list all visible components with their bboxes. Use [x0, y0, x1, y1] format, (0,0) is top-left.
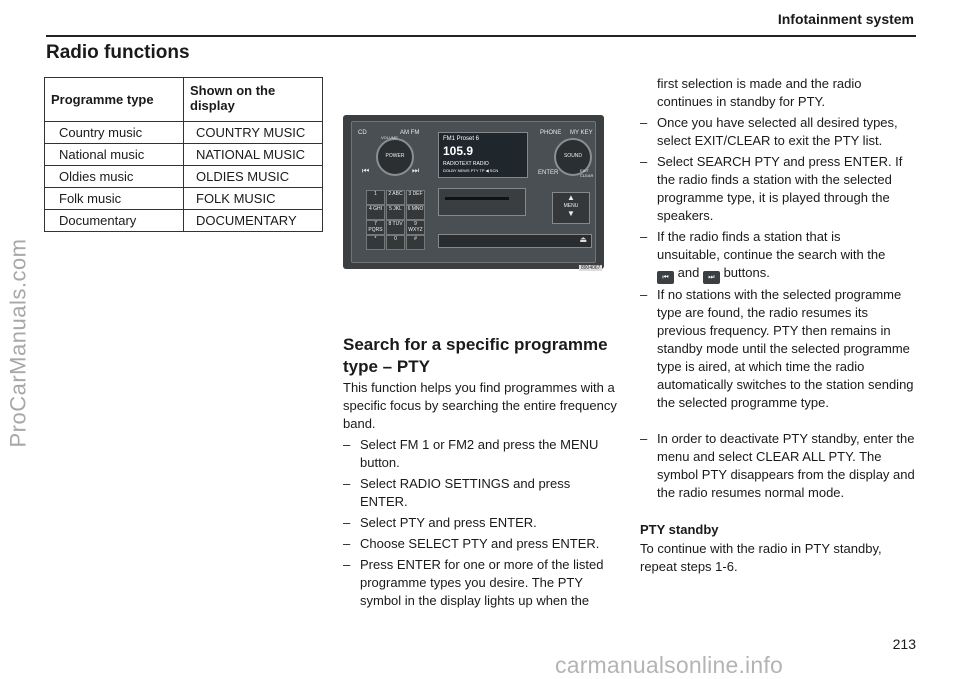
table-header-row	[45, 78, 323, 122]
seek-back-icon: ⏮	[362, 166, 370, 175]
table-cell: National music	[45, 144, 184, 166]
display-radiotext: RADIOTEXT RADIO	[443, 161, 489, 167]
step-text: Select RADIO SETTINGS and press ENTER.	[360, 476, 571, 509]
dash-marker: –	[343, 515, 351, 530]
step-text: Choose SELECT PTY and press ENTER.	[360, 536, 600, 551]
menu-label: MENU	[563, 203, 579, 209]
dash-marker: –	[640, 115, 648, 130]
enter-label: ENTER	[538, 170, 559, 176]
volume-knob	[376, 138, 414, 176]
dash-marker: –	[640, 431, 648, 446]
table-cell: COUNTRY MUSIC	[184, 122, 323, 144]
step-text-part: buttons.	[723, 265, 770, 280]
table-header-programme-type: Programme type	[45, 78, 184, 122]
dash-marker: –	[640, 154, 648, 169]
list-item	[640, 430, 915, 502]
table-cell: Oldies music	[45, 166, 184, 188]
down-arrow-icon: ▼	[567, 209, 575, 218]
dash-marker: –	[343, 536, 351, 551]
key-0: 0	[386, 235, 405, 250]
list-item	[343, 556, 621, 610]
section-title: Infotainment system	[777, 11, 914, 27]
section-heading-pty: Search for a specific programme type – PTY	[343, 335, 608, 376]
step-text	[640, 228, 905, 284]
volume-label: VOLUME	[381, 135, 398, 140]
list-item	[640, 228, 905, 284]
radio-panel-image	[343, 115, 604, 269]
table-cell: FOLK MUSIC	[184, 188, 323, 210]
table-row	[45, 210, 323, 232]
programme-type-table	[44, 77, 323, 232]
page-title: Radio functions	[46, 42, 190, 63]
table-cell: Country music	[45, 122, 184, 144]
up-arrow-icon: ▲	[567, 193, 575, 202]
step-text: In order to deactivate PTY standby, enter the menu and select CLEAR ALL PTY. The symbol PTY disappears from the display and the radio resumes normal mode.	[657, 431, 915, 500]
preset-keypad	[366, 190, 428, 250]
key-3: 3 DEF	[406, 190, 425, 205]
cd-slot-opening	[445, 197, 509, 200]
continued-paragraph: first selection is made and the radio continues in standby for PTY.	[657, 76, 862, 109]
dash-marker: –	[343, 437, 351, 452]
page-number: 213	[892, 636, 916, 652]
dash-marker: –	[343, 557, 351, 572]
table-row	[45, 122, 323, 144]
table-row	[45, 188, 323, 210]
step-text-and: and	[677, 265, 700, 280]
exit-label: EXIT	[580, 168, 589, 173]
dash-marker: –	[343, 476, 351, 491]
eject-slot	[438, 234, 592, 248]
table-cell: DOCUMENTARY	[184, 210, 323, 232]
step-text: Once you have selected all desired types, select EXIT/CLEAR to exit the PTY list.	[657, 115, 898, 148]
my-key-label: MY KEY	[570, 130, 593, 136]
dash-marker: –	[640, 229, 648, 244]
pty-standby-heading: PTY standby	[640, 522, 719, 537]
side-watermark: ProCarManuals.com	[5, 238, 31, 448]
list-item	[640, 153, 915, 225]
key-7: 7 PQRS	[366, 220, 385, 235]
list-item	[343, 535, 621, 553]
seek-forward-icon: ⏭	[412, 166, 420, 175]
step-text: Select PTY and press ENTER.	[360, 515, 537, 530]
table-cell: OLDIES MUSIC	[184, 166, 323, 188]
key-2: 2 ABC	[386, 190, 405, 205]
step-text: Press ENTER for one or more of the listed programme types you desire. The PTY symbol in the display lights up when the	[360, 557, 604, 608]
list-item	[343, 436, 618, 472]
seek-forward-button-icon: ⏭	[703, 271, 720, 284]
intro-paragraph: This function helps you find programmes with a specific focus by searching the entire frequency band.	[343, 380, 617, 431]
table-header-shown-on-display: Shown on the display	[184, 78, 323, 122]
key-star: *	[366, 235, 385, 250]
seek-back-button-icon: ⏮	[657, 271, 674, 284]
phone-label: PHONE	[540, 130, 562, 136]
bottom-watermark: carmanualsonline.info	[555, 652, 783, 678]
cd-slot	[438, 188, 526, 216]
radio-display	[438, 132, 528, 178]
display-frequency: 105.9	[443, 144, 474, 158]
step-text: If no stations with the selected programme type are found, the radio resumes its previous frequency. PTY then remains in standby mode until the selected programme type is aired, at which time the radio automatically switches to the station sending the selected programme type.	[657, 287, 914, 410]
menu-button-graphic	[552, 192, 590, 224]
display-line1: FM1 Proset 6	[443, 136, 480, 142]
table-row	[45, 166, 323, 188]
step-text-part: If the radio finds a station that is unsuitable, continue the search with the	[657, 229, 886, 262]
step-text: Select FM 1 or FM2 and press the MENU button.	[360, 437, 599, 470]
display-indicators: DOLBY NEWS PTY TP ◀ SCN	[443, 168, 499, 173]
key-9: 9 WXYZ	[406, 220, 425, 235]
list-item	[343, 514, 618, 532]
page-header	[46, 8, 916, 37]
dash-marker: –	[640, 287, 648, 302]
am-fm-label: AM FM	[400, 130, 420, 136]
sound-label: SOUND	[563, 153, 583, 159]
key-5: 5 JKL	[386, 205, 405, 220]
table-cell: Documentary	[45, 210, 184, 232]
key-8: 8 TUV	[386, 220, 405, 235]
eject-icon: ⏏	[579, 235, 587, 244]
cd-label: CD	[358, 130, 367, 136]
list-item	[343, 475, 603, 511]
step-text: Select SEARCH PTY and press ENTER. If the radio finds a station with the selected programme type, it is played through the speakers.	[657, 154, 903, 223]
list-item	[640, 114, 915, 150]
radio-faceplate	[351, 121, 601, 271]
image-reference-tag: 8904067	[581, 265, 601, 271]
key-4: 4 GHI	[366, 205, 385, 220]
clear-label: CLEAR	[580, 173, 594, 178]
key-hash: #	[406, 235, 425, 250]
key-6: 6 MNO	[406, 205, 425, 220]
table-cell: NATIONAL MUSIC	[184, 144, 323, 166]
pty-standby-text: To continue with the radio in PTY standby, repeat steps 1-6.	[640, 541, 882, 574]
table-row	[45, 144, 323, 166]
key-1: 1	[366, 190, 385, 205]
table-cell: Folk music	[45, 188, 184, 210]
list-item	[640, 286, 915, 412]
power-label: POWER	[385, 153, 405, 159]
